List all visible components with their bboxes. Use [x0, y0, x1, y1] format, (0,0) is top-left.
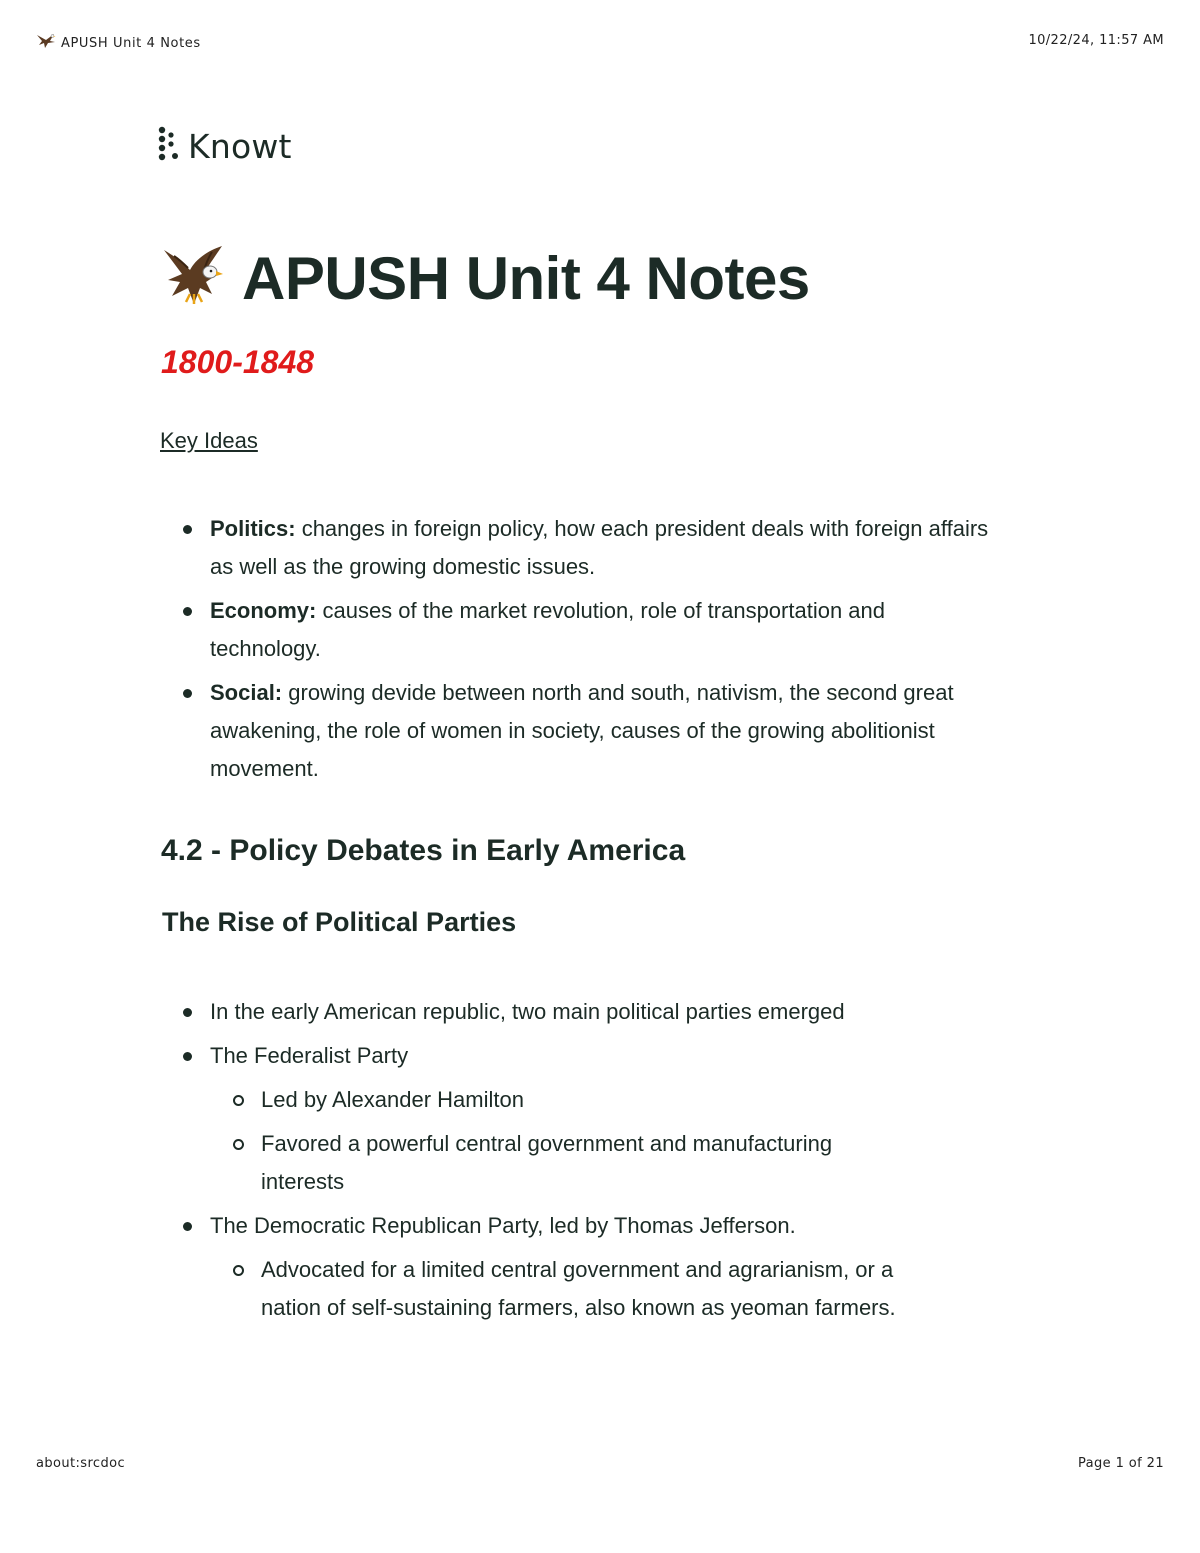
- list-item: [160, 1207, 990, 1245]
- knowt-logo[interactable]: [158, 126, 292, 167]
- list-item-text: Led by Alexander Hamilton: [261, 1087, 524, 1112]
- page-title: APUSH Unit 4 Notes: [242, 245, 810, 312]
- key-idea-text: growing devide between north and south, nativism, the second great awakening, the role of women in society, causes of the growing abolitionist movement.: [210, 680, 954, 781]
- bullet-icon: [183, 607, 192, 616]
- list-item: [160, 1125, 881, 1201]
- logo-text: Knowt: [188, 127, 292, 166]
- print-header: [36, 33, 1164, 53]
- bullet-icon: [183, 1222, 192, 1231]
- bullet-icon: [183, 1008, 192, 1017]
- date-range: 1800-1848: [161, 344, 315, 380]
- list-item: [160, 1251, 911, 1327]
- hollow-bullet-icon: [233, 1095, 244, 1106]
- eagle-icon: [160, 244, 228, 313]
- section-heading: 4.2 - Policy Debates in Early America: [161, 834, 686, 867]
- key-idea-label: Politics:: [210, 516, 296, 541]
- list-item: [160, 674, 990, 788]
- bullet-icon: [183, 1052, 192, 1061]
- print-header-doc-title: APUSH Unit 4 Notes: [61, 35, 201, 51]
- eagle-icon: [36, 33, 56, 53]
- subsection-heading: The Rise of Political Parties: [162, 907, 517, 937]
- key-idea-label: Social:: [210, 680, 283, 705]
- hollow-bullet-icon: [233, 1139, 244, 1150]
- key-idea-text: changes in foreign policy, how each president deals with foreign affairs as well as the growing domestic issues.: [210, 516, 989, 579]
- bullet-icon: [183, 689, 192, 698]
- print-header-datetime: 10/22/24, 11:57 AM: [1028, 33, 1164, 48]
- key-ideas-list: [160, 510, 990, 794]
- key-idea-label: Economy:: [210, 598, 317, 623]
- bullet-icon: [183, 525, 192, 534]
- print-header-title: [36, 33, 201, 53]
- list-item-text: Advocated for a limited central government and agrarianism, or a nation of self-sustaining farmers, also known as yeoman farmers.: [261, 1257, 896, 1320]
- parties-list: [160, 993, 990, 1333]
- list-item: [160, 993, 990, 1031]
- list-item: [160, 592, 990, 668]
- list-item: [160, 510, 990, 586]
- list-item-text: Favored a powerful central government and manufacturing interests: [261, 1131, 833, 1194]
- list-item-text: In the early American republic, two main political parties emerged: [210, 999, 845, 1024]
- title-row: [160, 244, 810, 313]
- list-item: [160, 1037, 990, 1075]
- key-ideas-link[interactable]: Key Ideas: [160, 428, 258, 453]
- print-footer-page: Page 1 of 21: [1077, 1456, 1164, 1471]
- list-item: [160, 1081, 990, 1119]
- print-footer-url: about:srcdoc: [36, 1456, 126, 1471]
- key-idea-text: causes of the market revolution, role of transportation and technology.: [210, 598, 886, 661]
- knowt-dots-logo: [158, 126, 180, 167]
- hollow-bullet-icon: [233, 1265, 244, 1276]
- list-item-text: The Democratic Republican Party, led by Thomas Jefferson.: [210, 1213, 796, 1238]
- print-footer: [36, 1456, 1164, 1476]
- list-item-text: The Federalist Party: [210, 1043, 409, 1068]
